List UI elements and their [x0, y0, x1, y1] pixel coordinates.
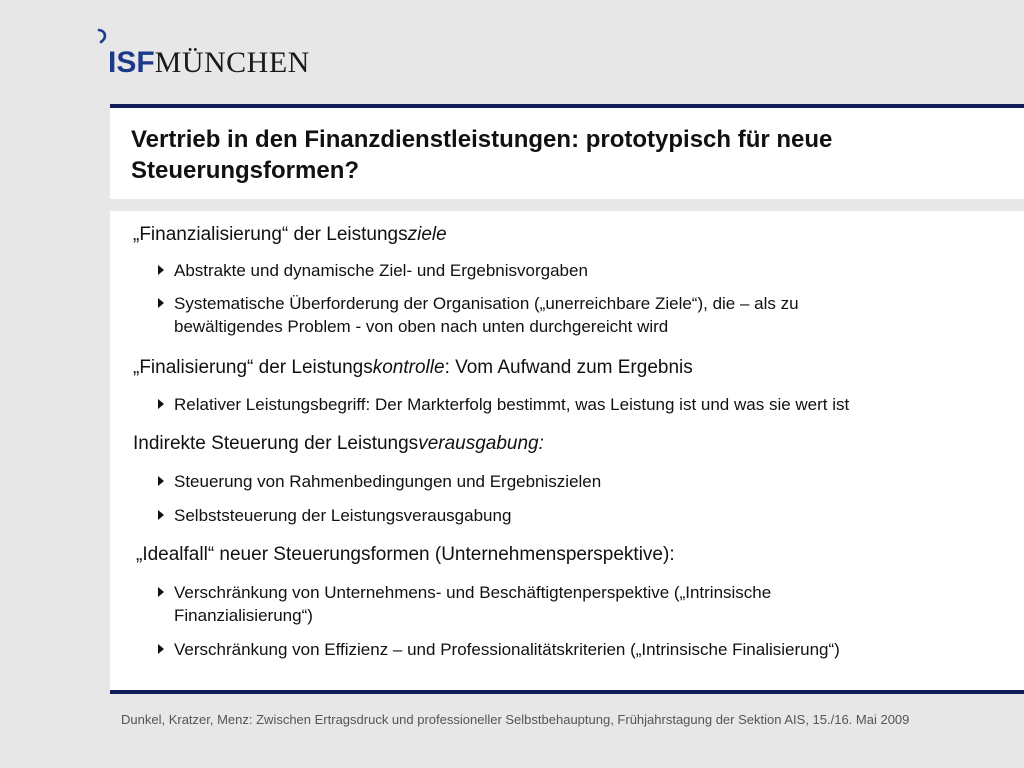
bullet-text: Steuerung von Rahmenbedingungen und Ergebniszielen: [174, 472, 602, 491]
heading-emphasis: kontrolle: [372, 357, 445, 378]
left-band: [0, 0, 110, 768]
section-heading: [133, 224, 447, 246]
bullet-text: Systematische Überforderung der Organisation („unerreichbare Ziele“), die – als zu bewältigendes Problem - von oben nach unten durchgereicht wird: [174, 294, 799, 336]
logo-isf-text: ISF: [108, 46, 155, 79]
title-underband: [110, 199, 1024, 211]
section-heading: [136, 544, 675, 566]
heading-text: „Finalisierung“ der Leistungs: [133, 357, 373, 378]
bullet-item: [158, 638, 998, 661]
heading-emphasis: ziele: [407, 224, 447, 245]
section-heading: [133, 433, 544, 455]
bullet-arrow-icon: [158, 399, 164, 409]
logo-hook-icon: [96, 28, 110, 50]
heading-emphasis: verausgabung:: [418, 433, 544, 454]
bullet-arrow-icon: [158, 265, 164, 275]
bullet-arrow-icon: [158, 587, 164, 597]
logo-city-text: MÜNCHEN: [154, 46, 310, 79]
heading-text-post: : Vom Aufwand zum Ergebnis: [444, 357, 693, 378]
bullet-text: Relativer Leistungsbegriff: Der Markterfolg bestimmt, was Leistung ist und was sie wert ist: [174, 395, 850, 414]
bullet-text: Selbststeuerung der Leistungsverausgabung: [174, 506, 512, 525]
bullet-text: Abstrakte und dynamische Ziel- und Ergebnisvorgaben: [174, 261, 588, 280]
isf-logo: [96, 28, 310, 78]
bullet-arrow-icon: [158, 644, 164, 654]
bullet-arrow-icon: [158, 298, 164, 308]
heading-text: „Finanzialisierung“ der Leistungs: [133, 224, 408, 245]
footer-citation: Dunkel, Kratzer, Menz: Zwischen Ertragsdruck und professioneller Selbstbehauptung, Frühjahrstagung der Sektion AIS, 15./16. Mai 2009: [121, 712, 910, 727]
footer-band: [110, 694, 1024, 768]
bullet-text: Verschränkung von Unternehmens- und Beschäftigtenperspektive („Intrinsische Finanzialisierung“): [174, 583, 772, 625]
bullet-item: [158, 259, 998, 282]
section-heading: [133, 357, 693, 379]
bullet-item: [158, 470, 998, 493]
bullet-item: [158, 292, 898, 338]
bullet-item: [158, 581, 898, 627]
bullet-arrow-icon: [158, 510, 164, 520]
heading-text: Indirekte Steuerung der Leistungs: [133, 433, 419, 454]
bullet-item: [158, 393, 998, 416]
bullet-text: Verschränkung von Effizienz – und Professionalitätskriterien („Intrinsische Finalisierung“): [174, 640, 840, 659]
bullet-arrow-icon: [158, 476, 164, 486]
heading-text: „Idealfall“ neuer Steuerungsformen (Unternehmensperspektive):: [136, 544, 675, 565]
slide-title: Vertrieb in den Finanzdienstleistungen: prototypisch für neue Steuerungsformen?: [131, 126, 833, 184]
bullet-item: [158, 504, 998, 527]
